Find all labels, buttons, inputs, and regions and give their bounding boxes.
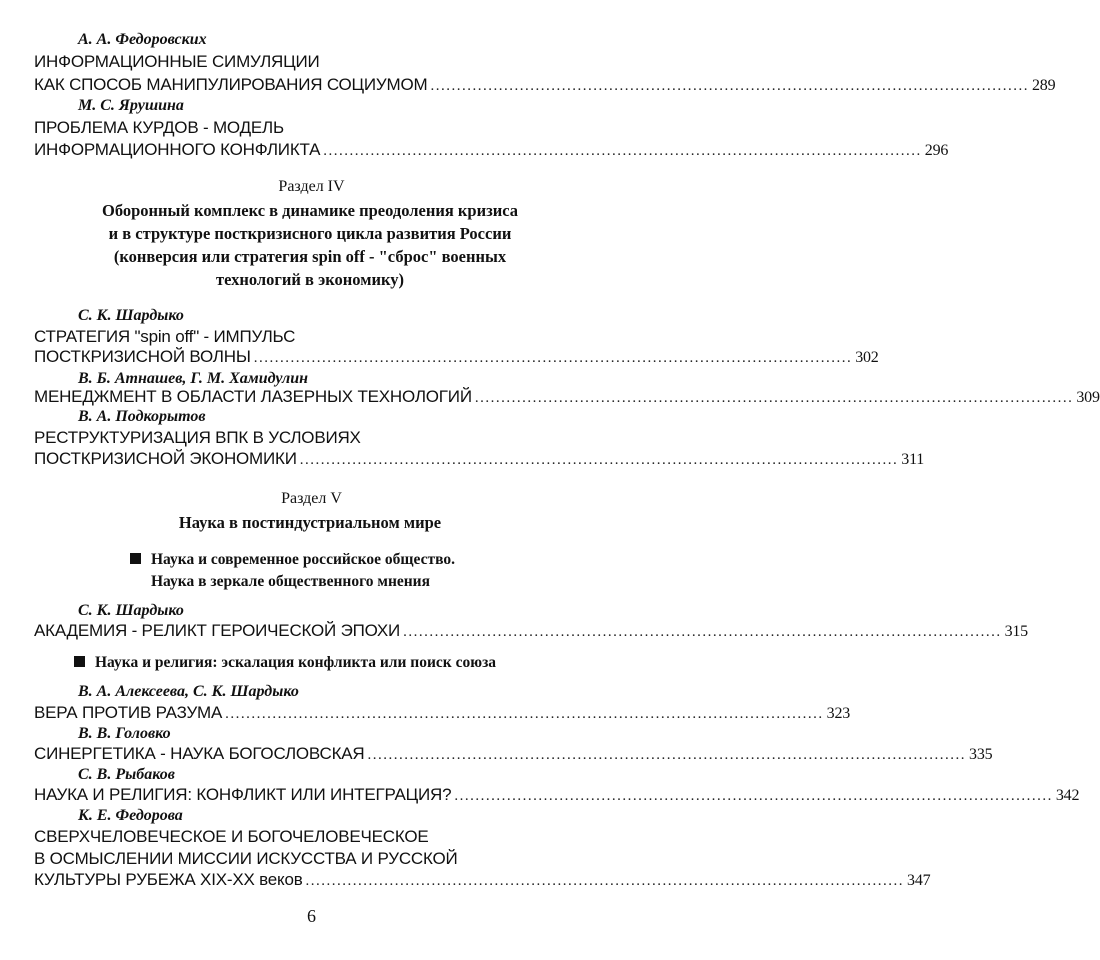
- section-label: Раздел IV: [278, 178, 345, 195]
- square-bullet-icon: [130, 553, 141, 564]
- entry-title-line: ВЕРА ПРОТИВ РАЗУМА: [34, 703, 223, 722]
- entry-title-line: ИНФОРМАЦИОННЫЕ СИМУЛЯЦИИ: [34, 52, 320, 71]
- toc-entry-link[interactable]: [34, 784, 1080, 807]
- entry-author: М. С. Ярушина: [78, 97, 184, 114]
- entry-title-line: ПРОБЛЕМА КУРДОВ - МОДЕЛЬ: [34, 118, 284, 137]
- entry-title-line: В ОСМЫСЛЕНИИ МИССИИ ИСКУССТВА И РУССКОЙ: [34, 849, 458, 868]
- section-title-line: (конверсия или стратегия spin off - "сброс" военных: [113, 247, 507, 266]
- page-number: 309: [1076, 389, 1100, 406]
- page-number: 302: [855, 349, 879, 366]
- toc-entry-link[interactable]: [34, 346, 879, 369]
- subsection-title-line: Наука и религия: эскалация конфликта или поиск союза: [95, 654, 497, 671]
- entry-title-line: НАУКА И РЕЛИГИЯ: КОНФЛИКТ ИЛИ ИНТЕГРАЦИЯ?: [34, 785, 452, 804]
- dot-leader: ..................................................................................................................: [253, 350, 853, 366]
- entry-author: С. К. Шардыко: [78, 602, 184, 619]
- dot-leader: ..................................................................................................................: [305, 873, 905, 889]
- section-title-line: технологий в экономику): [216, 270, 404, 289]
- dot-leader: ..................................................................................................................: [430, 78, 1029, 94]
- entry-author: В. Б. Атнашев, Г. М. Хамидулин: [78, 370, 309, 387]
- toc-entry-link[interactable]: [34, 702, 851, 725]
- entry-title-line: РЕСТРУКТУРИЗАЦИЯ ВПК В УСЛОВИЯХ: [34, 428, 361, 447]
- toc-entry-link[interactable]: [34, 74, 1056, 97]
- entry-author: С. В. Рыбаков: [78, 766, 175, 783]
- toc-entry-link[interactable]: [34, 620, 1028, 643]
- page-folio: 6: [307, 906, 316, 926]
- toc-entry-link[interactable]: [34, 869, 931, 892]
- page-number: 335: [969, 746, 993, 763]
- dot-leader: ..................................................................................................................: [225, 706, 824, 722]
- toc-entry-link[interactable]: [34, 386, 1100, 409]
- entry-title-line: АКАДЕМИЯ - РЕЛИКТ ГЕРОИЧЕСКОЙ ЭПОХИ: [34, 621, 401, 640]
- entry-author: В. А. Алексеева, С. К. Шардыко: [78, 683, 299, 700]
- page-number: 315: [1004, 623, 1028, 640]
- subsection-heading: [74, 652, 496, 674]
- section-title: [40, 199, 580, 291]
- page-number: 323: [826, 705, 851, 722]
- dot-leader: ..................................................................................................................: [299, 452, 899, 468]
- entry-title-line: ПОСТКРИЗИСНОЙ ВОЛНЫ: [34, 347, 251, 366]
- entry-title-line: МЕНЕДЖМЕНТ В ОБЛАСТИ ЛАЗЕРНЫХ ТЕХНОЛОГИЙ: [34, 387, 472, 406]
- page-number: 289: [1031, 77, 1056, 94]
- entry-author: В. В. Головко: [78, 725, 171, 742]
- entry-title-line: ИНФОРМАЦИОННОГО КОНФЛИКТА: [34, 140, 321, 159]
- page-number: 347: [907, 872, 931, 889]
- subsection-heading: [130, 549, 455, 571]
- subsection-title-line: Наука в зеркале общественного мнения: [151, 573, 430, 590]
- entry-title-line: ПОСТКРИЗИСНОЙ ЭКОНОМИКИ: [34, 449, 297, 468]
- entry-author: К. Е. Федорова: [78, 807, 183, 824]
- page-number: 296: [924, 142, 949, 159]
- section-title: [40, 511, 580, 534]
- dot-leader: ..................................................................................................................: [323, 143, 922, 159]
- subsection-title-line: Наука и современное российское общество.: [151, 551, 455, 568]
- section-title-line: Наука в постиндустриальном мире: [178, 513, 442, 532]
- entry-title-line: СВЕРХЧЕЛОВЕЧЕСКОЕ И БОГОЧЕЛОВЕЧЕСКОЕ: [34, 827, 429, 846]
- entry-author: А. А. Федоровских: [78, 31, 207, 48]
- dot-leader: ..................................................................................................................: [454, 788, 1053, 804]
- page-number: 311: [901, 451, 925, 468]
- entry-title-line: СИНЕРГЕТИКА - НАУКА БОГОСЛОВСКАЯ: [34, 744, 365, 763]
- section-label: Раздел V: [281, 490, 342, 507]
- page-number: 342: [1055, 787, 1080, 804]
- toc-entry-link[interactable]: [34, 139, 949, 162]
- entry-author: С. К. Шардыко: [78, 307, 184, 324]
- entry-author: В. А. Подкорытов: [78, 408, 206, 425]
- dot-leader: ..................................................................................................................: [367, 747, 967, 763]
- section-title-line: и в структуре посткризисного цикла развития России: [108, 224, 512, 243]
- dot-leader: ..................................................................................................................: [474, 390, 1074, 406]
- dot-leader: ..................................................................................................................: [403, 624, 1002, 640]
- square-bullet-icon: [74, 656, 85, 667]
- toc-entry-link[interactable]: [34, 448, 925, 471]
- entry-title-line: КАК СПОСОБ МАНИПУЛИРОВАНИЯ СОЦИУМОМ: [34, 75, 428, 94]
- entry-title-line: СТРАТЕГИЯ "spin off" - ИМПУЛЬС: [34, 327, 296, 346]
- entry-title-line: КУЛЬТУРЫ РУБЕЖА XIX-XX веков: [34, 870, 303, 889]
- section-title-line: Оборонный комплекс в динамике преодоления кризиса: [101, 201, 518, 220]
- toc-entry-link[interactable]: [34, 743, 993, 766]
